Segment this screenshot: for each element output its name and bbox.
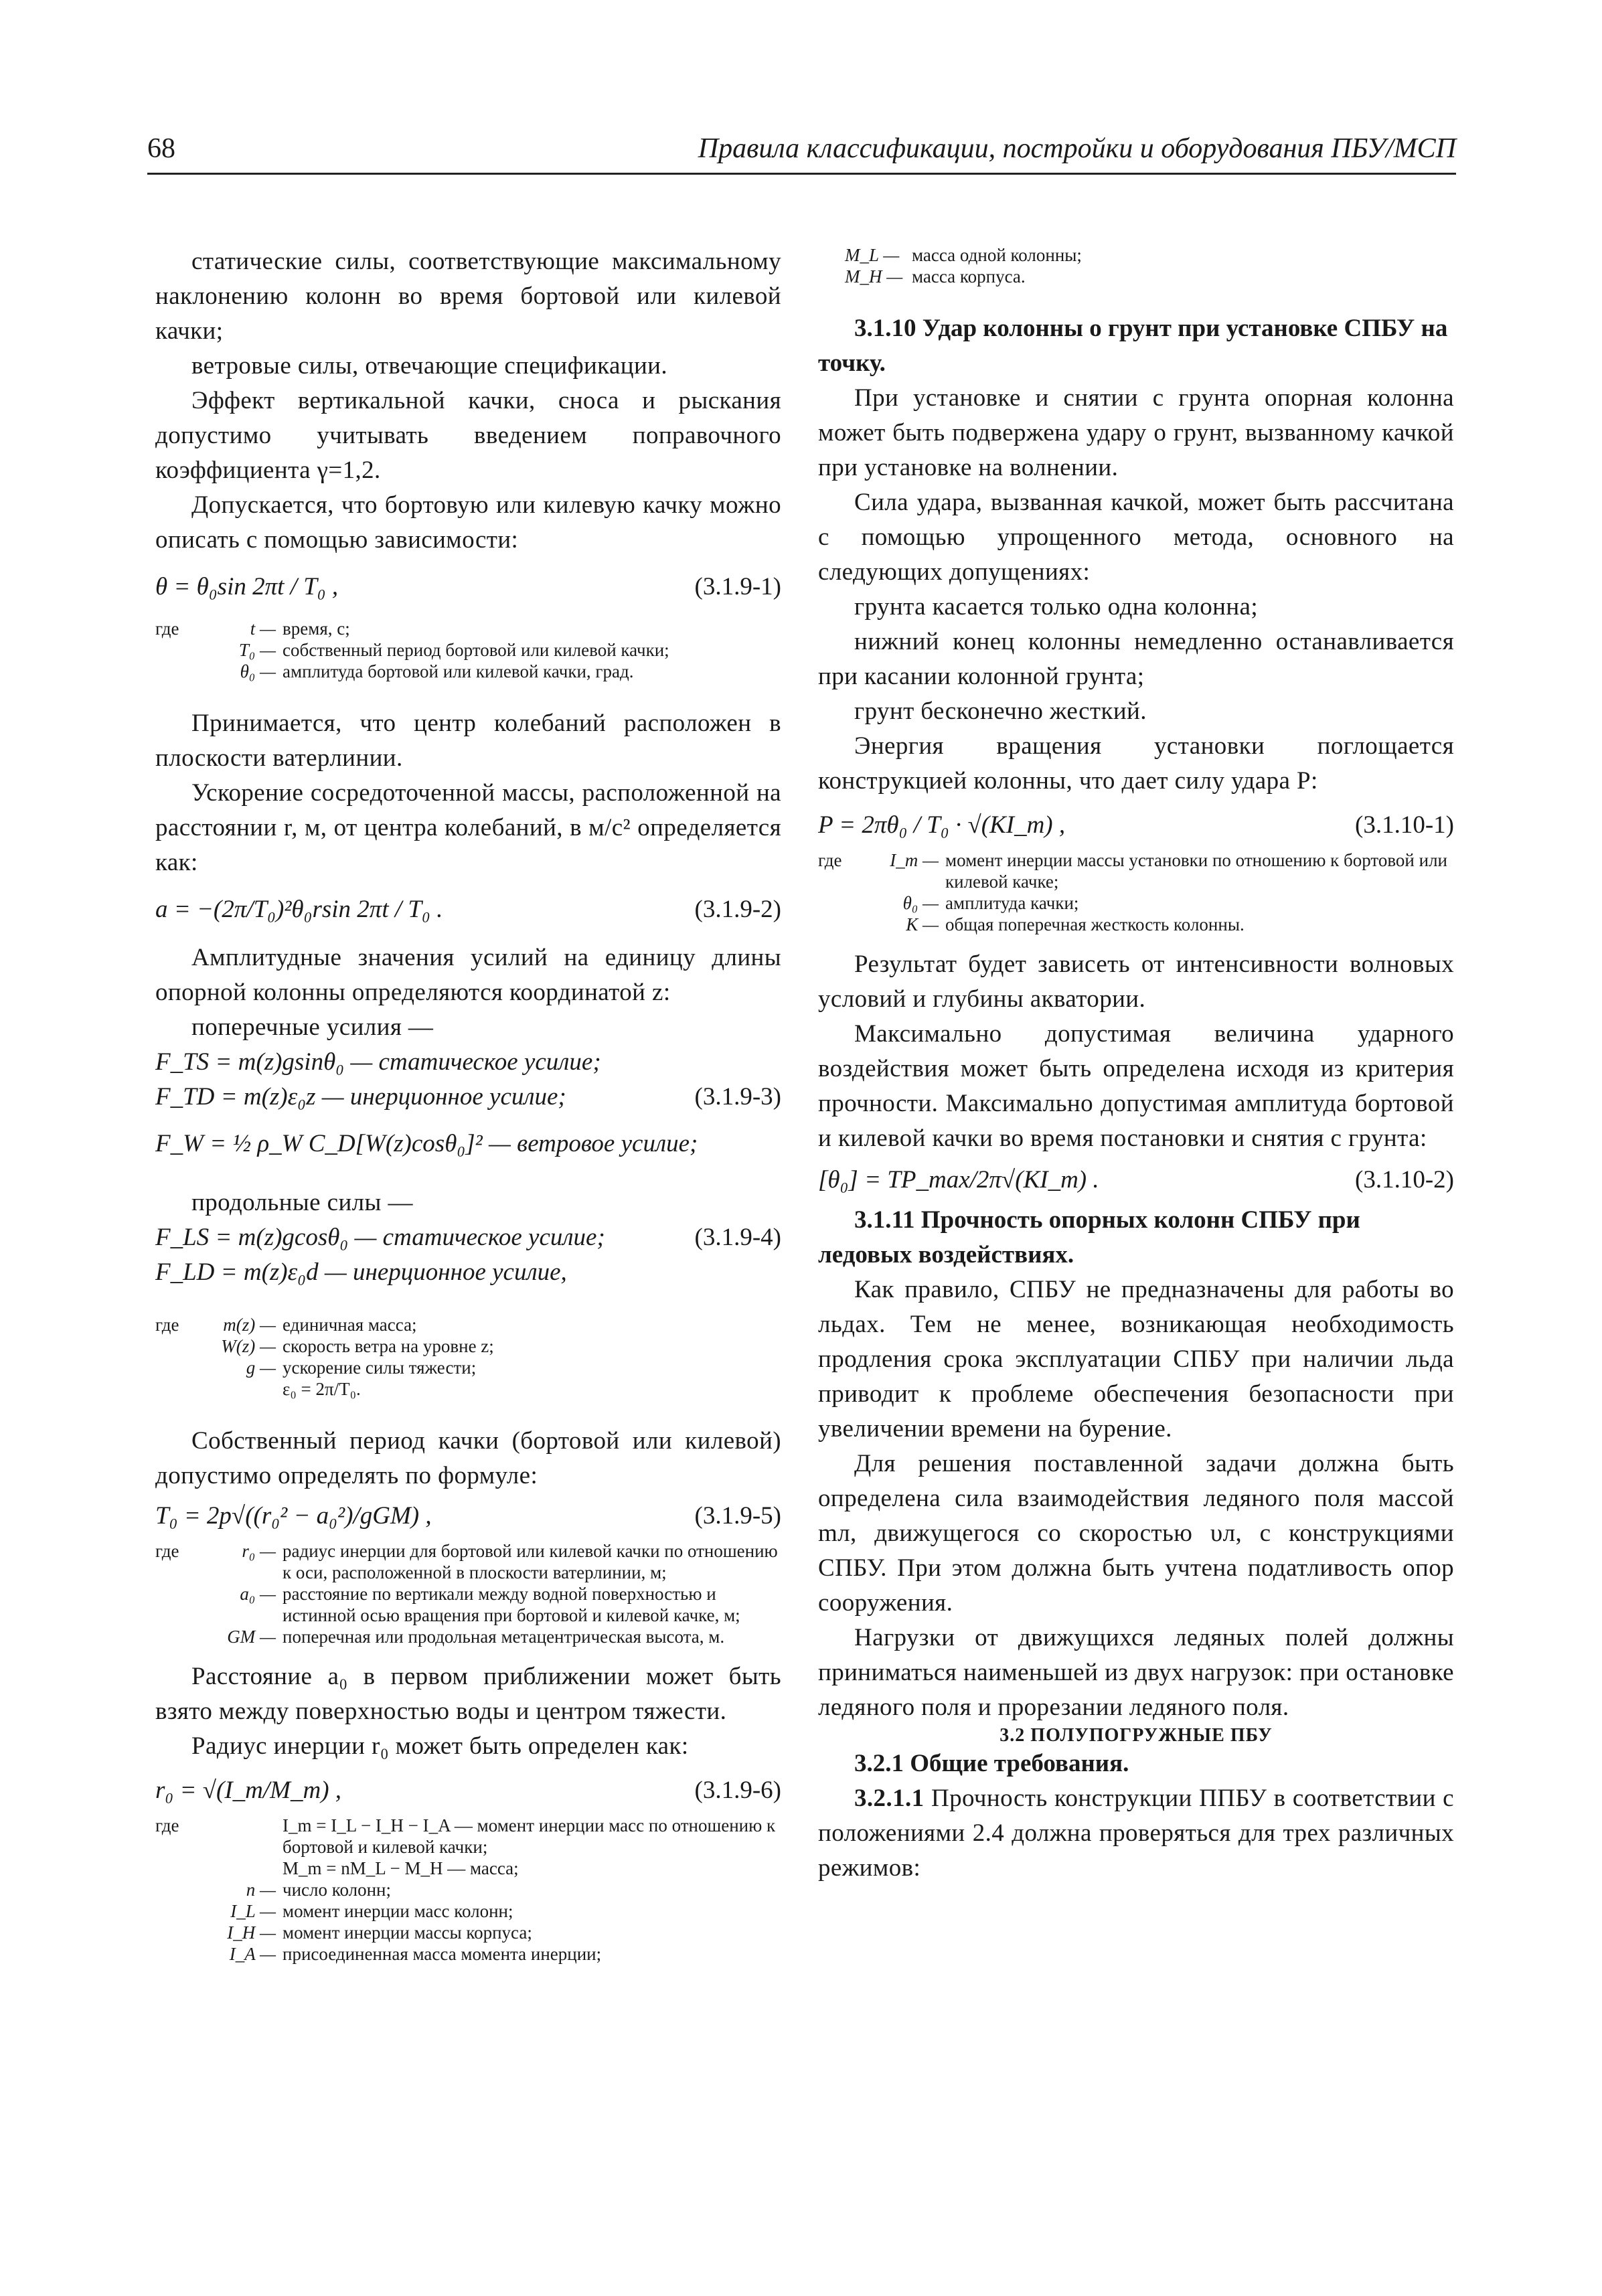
definitions-1 bbox=[818, 849, 1454, 935]
paragraph: Радиус инерции r₀ может быть определен как: bbox=[191, 1732, 689, 1760]
definition-row: GM — поперечная или продольная метацентрическая высота, м. bbox=[227, 1627, 725, 1647]
clause-number: 3.2.1.1 bbox=[854, 1785, 925, 1812]
equation-3-1-10-2 bbox=[818, 1156, 1454, 1203]
equation-number: (3.1.9-1) bbox=[694, 573, 781, 600]
equation-number: (3.1.10-2) bbox=[1355, 1166, 1454, 1194]
page-header bbox=[147, 133, 1456, 175]
paragraph: Сила удара, вызванная качкой, может быть рассчитана с помощью упрощенного метода, основного на следующих допущениях: bbox=[818, 489, 1454, 586]
paragraph: Ускорение сосредоточенной массы, расположенной на расстоянии r, м, от центра колебаний, в м/с² определяется как: bbox=[155, 779, 781, 876]
equation-body: a = −(2π/T₀)²θ₀rsin 2πt / T₀ . bbox=[155, 896, 443, 923]
definition-row: T₀ — собственный период бортовой или килевой качки; bbox=[238, 640, 669, 660]
definitions-3 bbox=[155, 1540, 781, 1647]
equation-3-1-9-2 bbox=[155, 880, 781, 940]
definition-row: где r₀ — радиус инерции для бортовой или килевой качки по отношению к оси, расположенной в плоскости ватерлинии, м; bbox=[155, 1541, 778, 1582]
definition-row: W(z) — скорость ветра на уровне z; bbox=[221, 1336, 494, 1356]
definition-row: I_H — момент инерции массы корпуса; bbox=[227, 1922, 532, 1943]
paragraph: грунта касается только одна колонна; bbox=[854, 593, 1259, 621]
equation-3-1-10-1 bbox=[818, 799, 1454, 849]
paragraph: Собственный период качки (бортовой или килевой) допустимо определять по формуле: bbox=[155, 1427, 781, 1489]
equation-number: (3.1.9-2) bbox=[694, 896, 781, 923]
section-heading-3-1-10: 3.1.10 Удар колонны о грунт при установке СПБУ на точку. bbox=[818, 315, 1448, 377]
definition-row: I_A — присоединенная масса момента инерции; bbox=[229, 1944, 602, 1964]
definition-row: M_H — масса корпуса. bbox=[845, 266, 1026, 286]
paragraph: Принимается, что центр колебаний расположен в плоскости ватерлинии. bbox=[155, 710, 781, 772]
equation-body: r₀ = √(I_m/M_m) , bbox=[155, 1777, 342, 1804]
equation-number: (3.1.10-1) bbox=[1355, 811, 1454, 839]
paragraph: ветровые силы, отвечающие спецификации. bbox=[191, 352, 668, 380]
equation-line: F_LD = m(z)ε₀d — инерционное усилие, bbox=[155, 1258, 567, 1286]
definition-row: I_L — момент инерции масс колонн; bbox=[230, 1901, 513, 1921]
paragraph: поперечные усилия — bbox=[191, 1013, 434, 1041]
paragraph: Допускается, что бортовую или килевую качку можно описать с помощью зависимости: bbox=[155, 491, 781, 554]
definitions-1 bbox=[155, 618, 781, 682]
paragraph: Расстояние a₀ в первом приближении может быть взято между поверхностью воды и центром тяжести. bbox=[155, 1663, 781, 1725]
definition-row: g — ускорение силы тяжести; bbox=[246, 1358, 477, 1378]
definition-row: K — общая поперечная жесткость колонны. bbox=[906, 914, 1245, 934]
paragraph: нижний конец колонны немедленно останавливается при касании колонной грунта; bbox=[818, 628, 1454, 690]
equation-line: F_W = ½ ρ_W C_D[W(z)cosθ₀]² — ветровое усилие; bbox=[155, 1130, 698, 1157]
equation-number: (3.1.9-3) bbox=[694, 1083, 781, 1111]
equation-number: (3.1.9-5) bbox=[694, 1502, 781, 1530]
paragraph: Амплитудные значения усилий на единицу длины опорной колонны определяются координатой z: bbox=[155, 944, 781, 1006]
definition-row: M_L — масса одной колонны; bbox=[845, 245, 1082, 265]
equation-line: F_TS = m(z)gsinθ₀ — статическое усилие; bbox=[155, 1048, 601, 1076]
paragraph: грунт бесконечно жесткий. bbox=[854, 698, 1147, 725]
paragraph: При установке и снятии с грунта опорная колонна может быть подвержена удару о грунт, вызванному качкой при установке на волнении. bbox=[818, 384, 1454, 481]
definition-row: θ₀ — амплитуда качки; bbox=[902, 893, 1079, 913]
paragraph: Как правило, СПБУ не предназначены для работы во льдах. Тем не менее, возникающая необходимость продления срока эксплуатации СПБУ при наличии льда приводит к проблеме обеспечения безопасности при увеличении времени на бурение. bbox=[818, 1276, 1454, 1443]
definition-row: где I_m = I_L − I_H − I_A — момент инерции масс по отношению к бортовой и килевой качки; bbox=[155, 1815, 776, 1857]
paragraph: статические силы, соответствующие максимальному наклонению колонн во время бортовой или килевой качки; bbox=[155, 248, 781, 345]
section-heading-3-1-11: 3.1.11 Прочность опорных колонн СПБУ при ледовых воздействиях. bbox=[818, 1206, 1360, 1268]
equation-body: P = 2πθ₀ / T₀ · √(KI_m) , bbox=[818, 811, 1066, 839]
definition-row: M_m = nM_L − M_H — масса; bbox=[283, 1858, 519, 1878]
section-heading-3-2-1: 3.2.1 Общие требования. bbox=[854, 1750, 1129, 1777]
definition-row: n — число колонн; bbox=[246, 1880, 391, 1900]
definitions-2 bbox=[155, 1314, 781, 1400]
paragraph bbox=[818, 1781, 1454, 1886]
paragraph: Максимально допустимая величина ударного воздействия может быть определена исходя из критерия прочности. Максимально допустимая амплитуда бортовой и килевой качки во время постановки и снятия с грунта: bbox=[818, 1020, 1454, 1152]
paragraph: Нагрузки от движущихся ледяных полей должны приниматься наименьшей из двух нагрузок: при остановке ледяного поля и прорезании ледяного поля. bbox=[818, 1624, 1454, 1721]
right-column bbox=[818, 244, 1454, 1886]
definition-row: θ₀ — амплитуда бортовой или килевой качки, град. bbox=[240, 661, 634, 681]
equation-body: θ = θ₀sin 2πt / T₀ , bbox=[155, 573, 339, 600]
page-number: 68 bbox=[147, 133, 175, 164]
running-title: Правила классификации, постройки и оборудования ПБУ/МСП bbox=[698, 133, 1456, 164]
paragraph: продольные силы — bbox=[191, 1189, 413, 1216]
definitions-0 bbox=[818, 244, 1454, 287]
left-column bbox=[155, 244, 781, 1965]
paragraph: Энергия вращения установки поглощается конструкцией колонны, что дает силу удара P: bbox=[818, 732, 1454, 795]
equation-line: F_LS = m(z)gcosθ₀ — статическое усилие; (3.1.9-4) bbox=[155, 1220, 781, 1255]
equation-line: F_TD = m(z)ε₀z — инерционное усилие; (3.1.9-3) bbox=[155, 1080, 781, 1115]
equation-body: T₀ = 2p√((r₀² − a₀²)/gGM) , bbox=[155, 1502, 432, 1530]
equation-3-1-9-1 bbox=[155, 558, 781, 618]
definition-row: a₀ — расстояние по вертикали между водной поверхностью и истинной осью вращения при бортовой и килевой качке, м; bbox=[240, 1584, 740, 1625]
paragraph: Эффект вертикальной качки, сноса и рыскания допустимо учитывать введением поправочного коэффициента γ=1,2. bbox=[155, 387, 781, 484]
definition-row: где I_m — момент инерции массы установки по отношению к бортовой или килевой качке; bbox=[818, 850, 1447, 892]
paragraph: Результат будет зависеть от интенсивности волновых условий и глубины акватории. bbox=[818, 951, 1454, 1013]
equation-3-1-9-6 bbox=[155, 1764, 781, 1815]
definition-row: где t — время, с; bbox=[155, 619, 350, 639]
paragraph: Для решения поставленной задачи должна быть определена сила взаимодействия ледяного поля массой mл, движущегося со скоростью υл, с конструкциями СПБУ. При этом должна быть учтена податливость опор сооружения. bbox=[818, 1450, 1454, 1617]
definitions-4 bbox=[155, 1815, 781, 1965]
definition-row: где m(z) — единичная масса; bbox=[155, 1315, 417, 1335]
clause-text: Прочность конструкции ППБУ в соответствии с положениями 2.4 должна проверяться для трех различных режимов: bbox=[818, 1785, 1454, 1882]
equation-body: [θ₀] = TP_max/2π√(KI_m) . bbox=[818, 1166, 1099, 1194]
equation-3-1-9-5 bbox=[155, 1493, 781, 1540]
definition-row: ε₀ = 2π/T₀. bbox=[283, 1379, 361, 1399]
equation-number: (3.1.9-4) bbox=[694, 1224, 781, 1251]
equation-number: (3.1.9-6) bbox=[694, 1777, 781, 1804]
section-title-3-2: 3.2 ПОЛУПОГРУЖНЫЕ ПБУ bbox=[999, 1725, 1273, 1746]
